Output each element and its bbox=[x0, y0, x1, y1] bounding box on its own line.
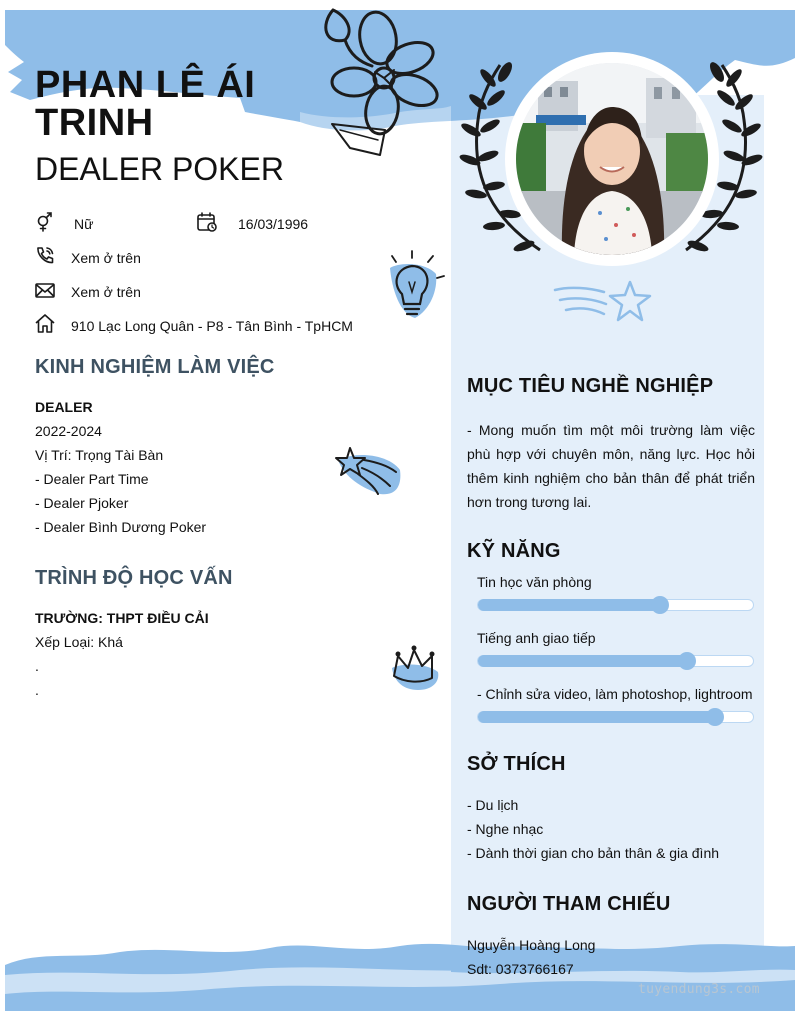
skill-bar bbox=[477, 655, 754, 667]
email-value: Xem ở trên bbox=[71, 284, 141, 300]
skills-heading: KỸ NĂNG bbox=[467, 540, 561, 562]
skill-label: - Chỉnh sửa video, làm photoshop, lightroom bbox=[477, 686, 753, 702]
skill-bar bbox=[477, 711, 754, 723]
list-item: - Dealer Pjoker bbox=[35, 495, 129, 511]
skill-bar-knob bbox=[706, 708, 724, 726]
education-rank: Xếp Loại: Khá bbox=[35, 634, 123, 650]
education-heading: TRÌNH ĐỘ HỌC VẤN bbox=[35, 567, 233, 589]
reference-phone: Sdt: 0373766167 bbox=[467, 961, 574, 977]
objective-text: - Mong muốn tìm một môi trường làm việc phù hợp với chuyên môn, năng lực. Học hỏi thêm kinh nghiệm cho bản thân để phát triển hơn trong tương lai. bbox=[467, 422, 755, 510]
skill-label: Tin học văn phòng bbox=[477, 574, 592, 590]
skill-bar-knob bbox=[678, 652, 696, 670]
education-extra: . bbox=[35, 658, 39, 674]
phone-value: Xem ở trên bbox=[71, 250, 141, 266]
birthdate-value: 16/03/1996 bbox=[238, 216, 309, 232]
education-section bbox=[35, 606, 209, 702]
candidate-name: PHAN LÊ ÁI TRINH bbox=[35, 64, 256, 144]
experience-title: DEALER bbox=[35, 399, 93, 415]
profile-photo-frame bbox=[505, 52, 719, 266]
lightbulb-doodle bbox=[390, 251, 444, 318]
skill-bar-fill bbox=[478, 655, 687, 667]
experience-heading: KINH NGHIỆM LÀM VIỆC bbox=[35, 356, 275, 378]
profile-photo bbox=[516, 63, 708, 255]
calendar-icon bbox=[196, 211, 218, 233]
shooting-star-doodle bbox=[336, 448, 400, 494]
reference-section bbox=[467, 933, 595, 981]
experience-period: 2022-2024 bbox=[35, 423, 102, 439]
list-item: - Dealer Bình Dương Poker bbox=[35, 519, 207, 535]
experience-position: Vị Trí: Trọng Tài Bàn bbox=[35, 447, 164, 463]
skill-bar-knob bbox=[651, 596, 669, 614]
skill-bar-fill bbox=[478, 599, 660, 611]
reference-heading: NGƯỜI THAM CHIẾU bbox=[467, 893, 671, 915]
list-item: - Nghe nhạc bbox=[467, 821, 544, 837]
list-item: - Dealer Part Time bbox=[35, 471, 149, 487]
education-school: TRƯỜNG: THPT ĐIỀU CẢI bbox=[35, 610, 209, 626]
gender-value: Nữ bbox=[74, 216, 94, 232]
phone-icon bbox=[34, 245, 56, 267]
home-icon bbox=[34, 313, 56, 335]
address-value: 910 Lạc Long Quân - P8 - Tân Bình - TpHCM bbox=[71, 318, 353, 334]
list-item: - Dành thời gian cho bản thân & gia đình bbox=[467, 845, 720, 861]
crown-doodle bbox=[392, 646, 438, 691]
skill-bar-fill bbox=[478, 711, 715, 723]
hobbies-section bbox=[467, 793, 719, 865]
watermark: tuyendung3s.com bbox=[638, 982, 760, 997]
skill-label: Tiếng anh giao tiếp bbox=[477, 630, 596, 646]
reference-name: Nguyễn Hoàng Long bbox=[467, 937, 596, 953]
mail-icon bbox=[34, 280, 56, 302]
list-item: - Du lịch bbox=[467, 797, 519, 813]
job-title: DEALER POKER bbox=[35, 151, 284, 187]
hobbies-heading: SỞ THÍCH bbox=[467, 753, 566, 775]
experience-section bbox=[35, 395, 206, 539]
education-extra: . bbox=[35, 682, 39, 698]
objective-heading: MỤC TIÊU NGHỀ NGHIỆP bbox=[467, 375, 714, 397]
skill-bar bbox=[477, 599, 754, 611]
gender-icon bbox=[34, 211, 56, 233]
